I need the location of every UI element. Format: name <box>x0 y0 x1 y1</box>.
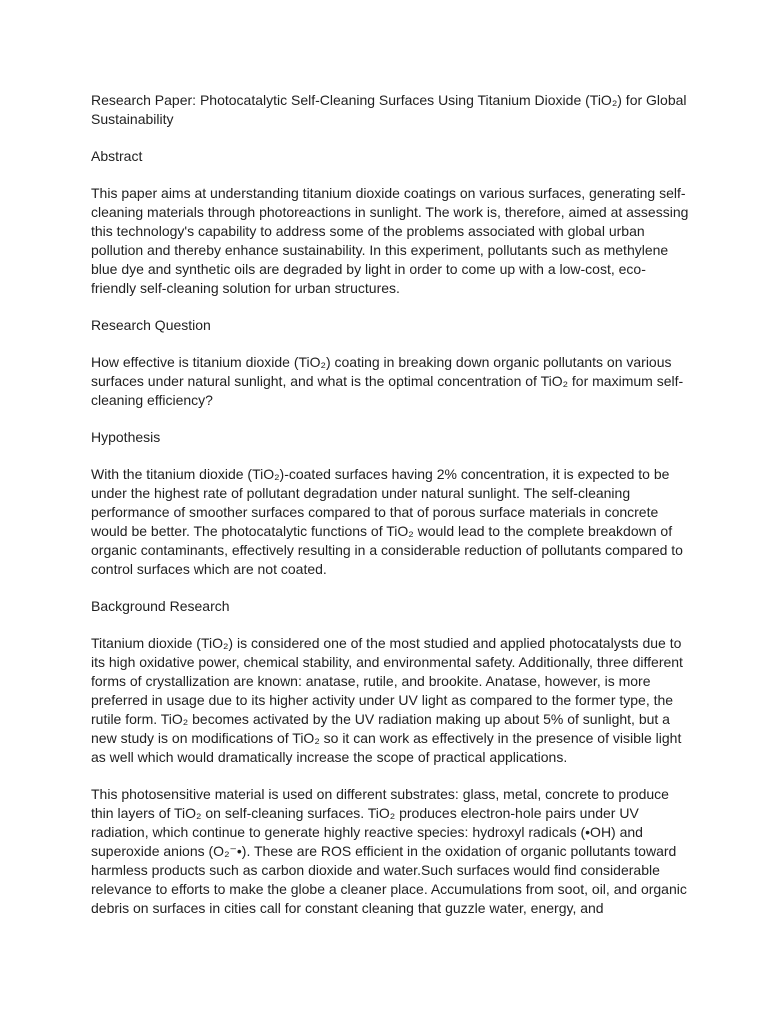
paragraph-background-1: Titanium dioxide (TiO₂) is considered one of the most studied and applied photocatalysts due to its high oxidative power, chemical stability, and environmental safety. Additionally, three different forms of crystallization are known: anatase, rutile, and brookite. Anatase, however, is more preferred in usage due to its higher activity under UV light as compared to the former type, the rutile form. TiO₂ becomes activated by the UV radiation making up about 5% of sunlight, but a new study is on modifications of TiO₂ so it can work as effectively in the presence of visible light as well which would dramatically increase the scope of practical applications. <box>91 635 683 765</box>
section-heading-background-research: Background Research <box>91 598 230 614</box>
paragraph-background-2: This photosensitive material is used on different substrates: glass, metal, concrete to produce thin layers of TiO₂ on self-cleaning surfaces. TiO₂ produces electron-hole pairs under UV radiation, which continue to generate highly reactive species: hydroxyl radicals (•OH) and superoxide anions (O₂⁻•). These are ROS efficient in the oxidation of organic pollutants toward harmless products such as carbon dioxide and water.Such surfaces would find considerable relevance to efforts to make the globe a cleaner place. Accumulations from soot, oil, and organic debris on surfaces in cities call for constant cleaning that guzzle water, energy, and <box>91 786 687 916</box>
section-heading-abstract: Abstract <box>91 148 143 164</box>
paragraph-abstract: This paper aims at understanding titanium dioxide coatings on various surfaces, generating self-cleaning materials through photoreactions in sunlight. The work is, therefore, aimed at assessing this technology's capability to address some of the problems associated with global urban pollution and thereby enhance sustainability. In this experiment, pollutants such as methylene blue dye and synthetic oils are degraded by light in order to come up with a low-cost, eco-friendly self-cleaning solution for urban structures. <box>91 185 689 296</box>
document-page <box>91 91 689 936</box>
section-heading-hypothesis: Hypothesis <box>91 429 161 445</box>
document-title: Research Paper: Photocatalytic Self-Cleaning Surfaces Using Titanium Dioxide (TiO₂) for Global Sustainability <box>91 92 687 127</box>
section-heading-research-question: Research Question <box>91 317 211 333</box>
paragraph-research-question: How effective is titanium dioxide (TiO₂) coating in breaking down organic pollutants on various surfaces under natural sunlight, and what is the optimal concentration of TiO₂ for maximum self-cleaning efficiency? <box>91 354 684 408</box>
paragraph-hypothesis: With the titanium dioxide (TiO₂)-coated surfaces having 2% concentration, it is expected to be under the highest rate of pollutant degradation under natural sunlight. The self-cleaning performance of smoother surfaces compared to that of porous surface materials in concrete would be better. The photocatalytic functions of TiO₂ would lead to the complete breakdown of organic contaminants, effectively resulting in a considerable reduction of pollutants compared to control surfaces which are not coated. <box>91 466 683 577</box>
